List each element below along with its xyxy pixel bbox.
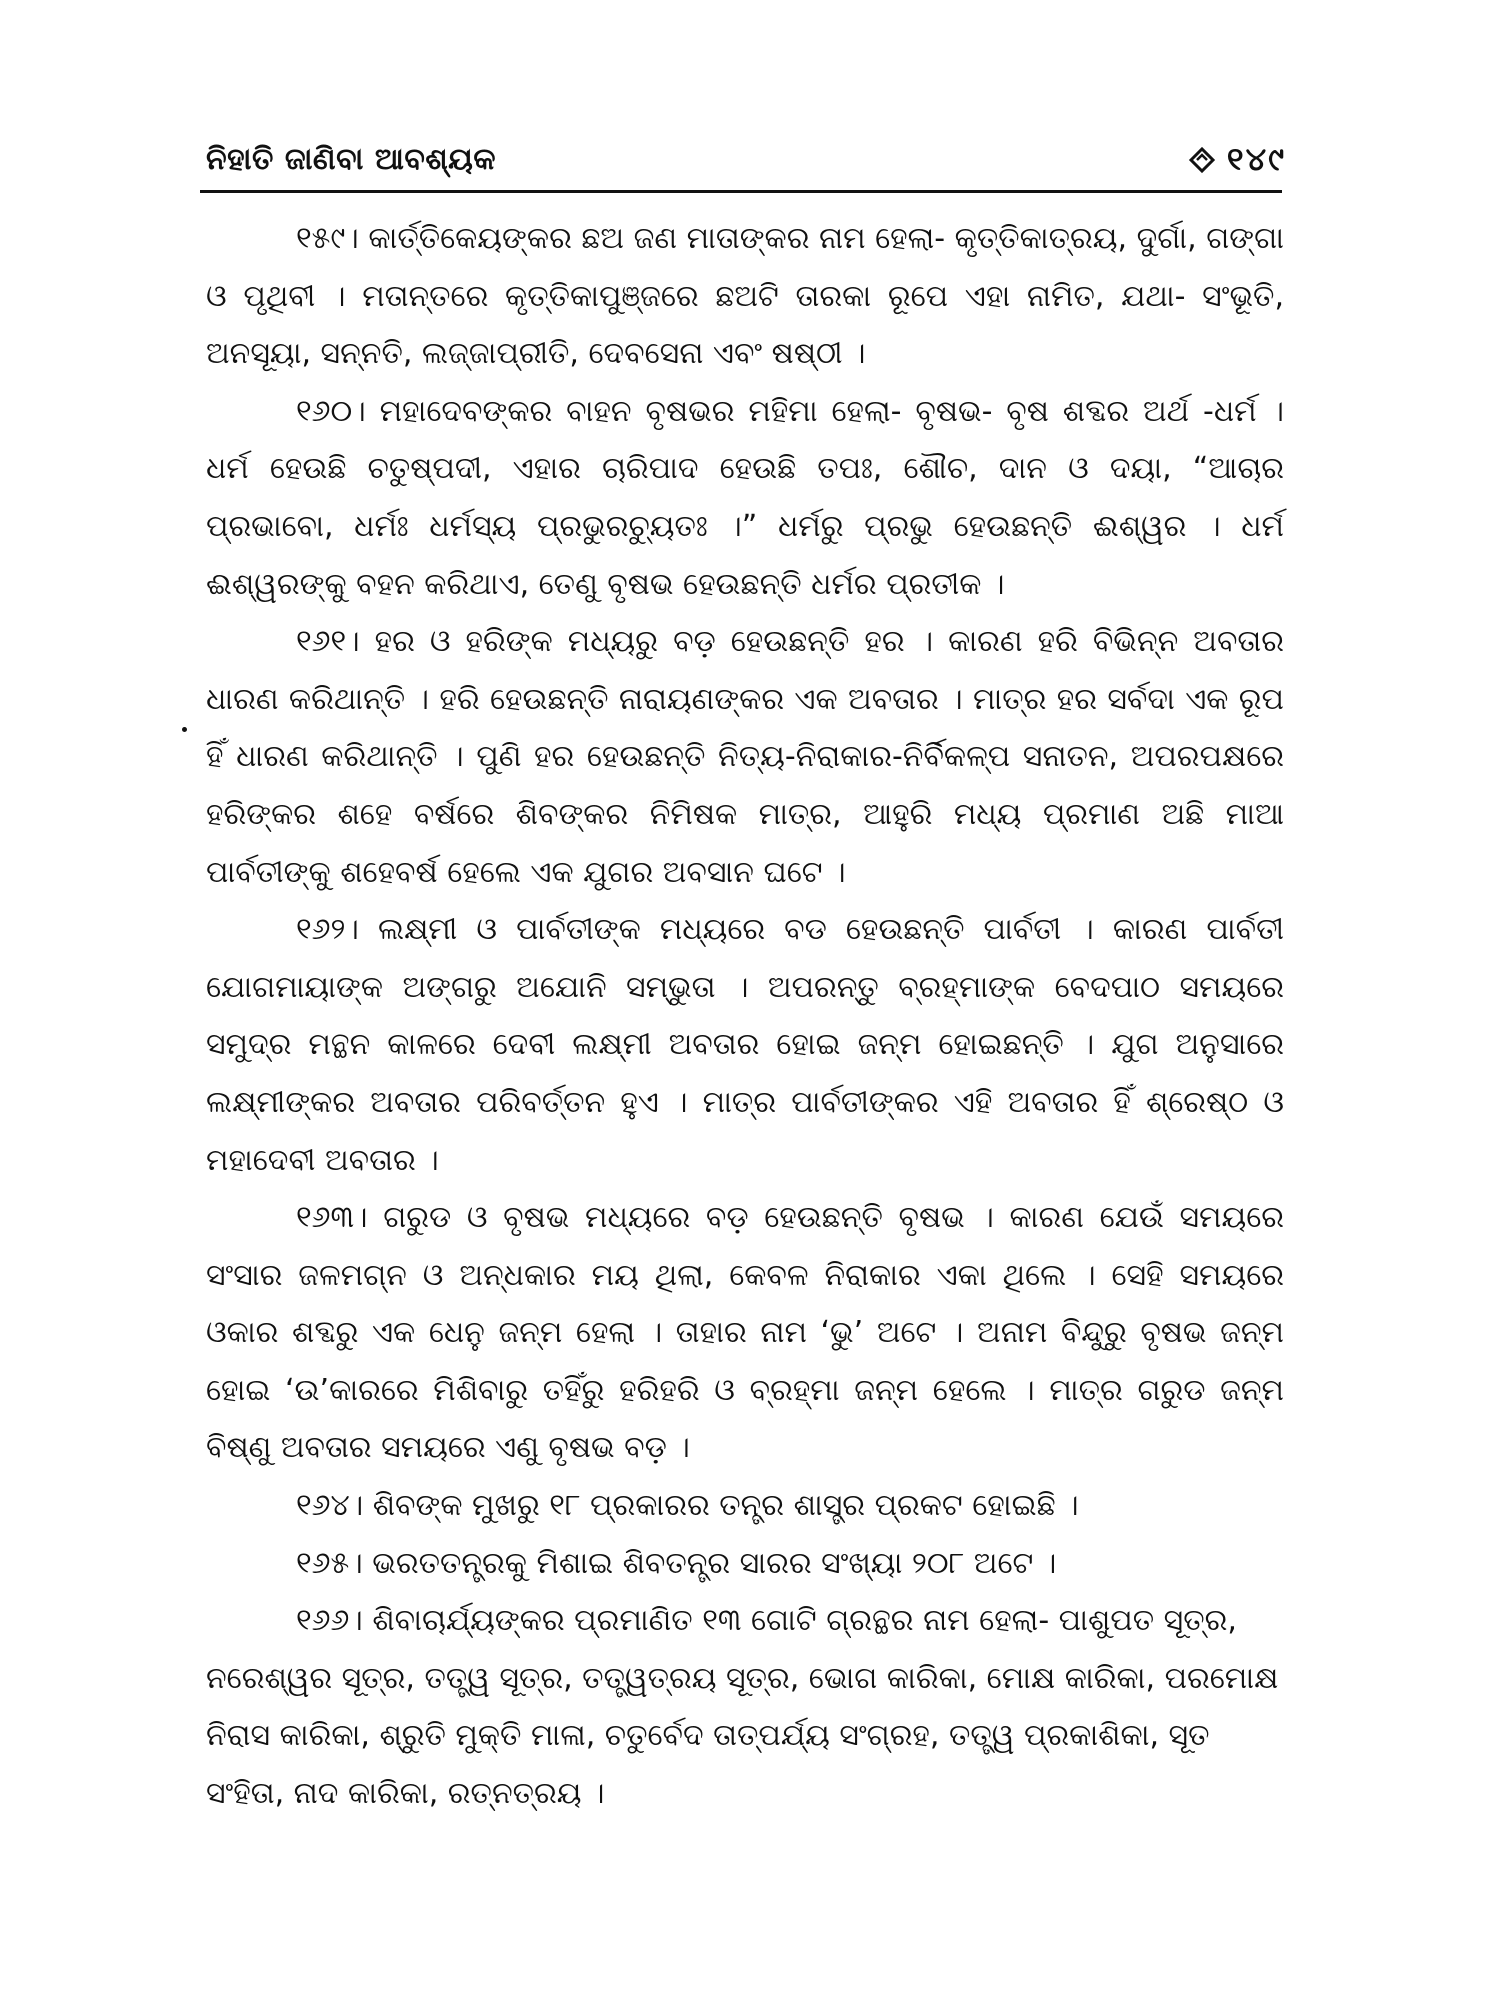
ornament-icon	[1187, 145, 1217, 175]
entry-159: ୧୫୯। କାର୍ତ୍ତିକେୟଙ୍କର ଛଅ ଜଣ ମାତାଙ୍କର ନାମ ହେଲା- କୃତ୍ତିକାତ୍ରୟ, ଦୁର୍ଗା, ଗଙ୍ଗା ଓ ପୃଥିବୀ । ମତାନ୍ତରେ କୃତ୍ତିକାପୁଞ୍ଜରେ ଛଅଟି ତାରକା ରୂପେ ଏହା ନାମିତ, ଯଥା- ସଂଭୂତି, ଅନସୂୟା, ସନ୍ନତି, ଲଜ୍ଜାପ୍ରୀତି, ଦେବସେନା ଏବଂ ଷଷ୍ଠୀ ।	[206, 221, 1284, 372]
entry-165: ୧୬୫। ଭରତତନ୍ତ୍ରକୁ ମିଶାଇ ଶିବତନ୍ତ୍ର ସାରର ସଂଖ୍ୟା ୨୦୮ ଅଟେ ।	[296, 1545, 1057, 1581]
entry-161: ୧୬୧। ହର ଓ ହରିଙ୍କ ମଧ୍ୟରୁ ବଡ଼ ହେଉଛନ୍ତି ହର । କାରଣ ହରି ବିଭିନ୍ନ ଅବତାର ଧାରଣ କରିଥାନ୍ତି । ହରି ହେଉଛନ୍ତି ନାରାୟଣଙ୍କର ଏକ ଅବତାର । ମାତ୍ର ହର ସର୍ବଦା ଏକ ରୂପ ହିଁ ଧାରଣ କରିଥାନ୍ତି । ପୁଣି ହର ହେଉଛନ୍ତି ନିତ୍ୟ-ନିରାକାର-ନିର୍ବିକଳ୍ପ ସନାତନ, ଅପରପକ୍ଷରେ ହରିଙ୍କର ଶହେ ବର୍ଷରେ ଶିବଙ୍କର ନିମିଷକ ମାତ୍ର, ଆହୁରି ମଧ୍ୟ ପ୍ରମାଣ ଅଛି ମାଆ ପାର୍ବତୀଙ୍କୁ ଶହେବର୍ଷ ହେଲେ ଏକ ଯୁଗର ଅବସାନ ଘଟେ ।	[206, 624, 1284, 890]
entry-160: ୧୬୦। ମହାଦେବଙ୍କର ବାହନ ବୃଷଭର ମହିମା ହେଲା- ବୃଷଭ- ବୃଷ ଶବ୍ଦର ଅର୍ଥ -ଧର୍ମ । ଧର୍ମ ହେଉଛି ଚତୁଷ୍ପଦୀ, ଏହାର ଚାରିପାଦ ହେଉଛି ତପଃ, ଶୌଚ, ଦାନ ଓ ଦୟା, “ଆଚାର ପ୍ରଭାବୋ, ଧର୍ମଃ ଧର୍ମସ୍ୟ ପ୍ରଭୁରଚ୍ୟୁତଃ ।” ଧର୍ମରୁ ପ୍ରଭୁ ହେଉଛନ୍ତି ଈଶ୍ୱର । ଧର୍ମ ଈଶ୍ୱରଙ୍କୁ ବହନ କରିଥାଏ, ତେଣୁ ବୃଷଭ ହେଉଛନ୍ତି ଧର୍ମର ପ୍ରତୀକ ।	[206, 393, 1284, 602]
header-rule	[200, 190, 1282, 193]
entry-162: ୧୬୨। ଲକ୍ଷ୍ମୀ ଓ ପାର୍ବତୀଙ୍କ ମଧ୍ୟରେ ବଡ ହେଉଛନ୍ତି ପାର୍ବତୀ । କାରଣ ପାର୍ବତୀ ଯୋଗମାୟାଙ୍କ ଅଙ୍ଗରୁ ଅଯୋନି ସମ୍ଭୁତା । ଅପରନ୍ତୁ ବ୍ରହ୍ମାଙ୍କ ବେଦପାଠ ସମୟରେ ସମୁଦ୍ର ମନ୍ଥନ କାଳରେ ଦେବୀ ଲକ୍ଷ୍ମୀ ଅବତାର ହୋଇ ଜନ୍ମ ହୋଇଛନ୍ତି । ଯୁଗ ଅନୁସାରେ ଲକ୍ଷ୍ମୀଙ୍କର ଅବତାର ପରିବର୍ତ୍ତନ ହୁଏ । ମାତ୍ର ପାର୍ବତୀଙ୍କର ଏହି ଅବତାର ହିଁ ଶ୍ରେଷ୍ଠ ଓ ମହାଦେବୀ ଅବତାର ।	[206, 912, 1284, 1178]
entry-163: ୧୬୩। ଗରୁଡ ଓ ବୃଷଭ ମଧ୍ୟରେ ବଡ଼ ହେଉଛନ୍ତି ବୃଷଭ । କାରଣ ଯେଉଁ ସମୟରେ ସଂସାର ଜଳମଗ୍ନ ଓ ଅନ୍ଧକାର ମୟ ଥିଲା, କେବଳ ନିରାକାର ଏକା ଥିଲେ । ସେହି ସମୟରେ ଓକାର ଶବ୍ଦରୁ ଏକ ଧେନୁ ଜନ୍ମ ହେଲା । ତାହାର ନାମ ‘ଭୁ’ ଅଟେ । ଅନାମ ବିନ୍ଦୁରୁ ବୃଷଭ ଜନ୍ମ ହୋଇ ‘ଉ’କାରରେ ମିଶିବାରୁ ତହିଁରୁ ହରିହରି ଓ ବ୍ରହ୍ମା ଜନ୍ମ ହେଲେ । ମାତ୍ର ଗରୁଡ ଜନ୍ମ ବିଷ୍ଣୁ ଅବତାର ସମୟରେ ଏଣୁ ବୃଷଭ ବଡ଼ ।	[206, 1200, 1284, 1466]
page-number: ୧୪୯	[1226, 140, 1286, 178]
page-body	[206, 210, 1284, 1823]
margin-mark	[182, 727, 187, 732]
running-title: ନିହାତି ଜାଣିବା ଆବଶ୍ୟକ	[206, 142, 497, 177]
page-number-block	[1187, 140, 1286, 179]
entry-166: ୧୬୬। ଶିବାଚାର୍ଯ୍ୟଙ୍କର ପ୍ରମାଣିତ ୧୩ ଗୋଟି ଗ୍ରନ୍ଥର ନାମ ହେଲା- ପାଶୁପତ ସୂତ୍ର, ନରେଶ୍ୱର ସୂତ୍ର, ତତ୍ତ୍ୱ ସୂତ୍ର, ତତ୍ତ୍ୱତ୍ରୟ ସୂତ୍ର, ଭୋଗ କାରିକା, ମୋକ୍ଷ କାରିକା, ପରମୋକ୍ଷ ନିରାସ କାରିକା, ଶ୍ରୁତି ମୁକ୍ତି ମାଳା, ଚତୁର୍ବେଦ ତାତ୍ପର୍ଯ୍ୟ ସଂଗ୍ରହ, ତତ୍ତ୍ୱ ପ୍ରକାଶିକା, ସୂତ ସଂହିତା, ନାଦ କାରିକା, ରତ୍ନତ୍ରୟ ।	[206, 1603, 1279, 1812]
running-header	[206, 132, 1286, 192]
entry-164: ୧୬୪। ଶିବଙ୍କ ମୁଖରୁ ୧୮ ପ୍ରକାରର ତନ୍ତ୍ର ଶାସ୍ତ୍ର ପ୍ରକଟ ହୋଇଛି ।	[296, 1488, 1079, 1524]
